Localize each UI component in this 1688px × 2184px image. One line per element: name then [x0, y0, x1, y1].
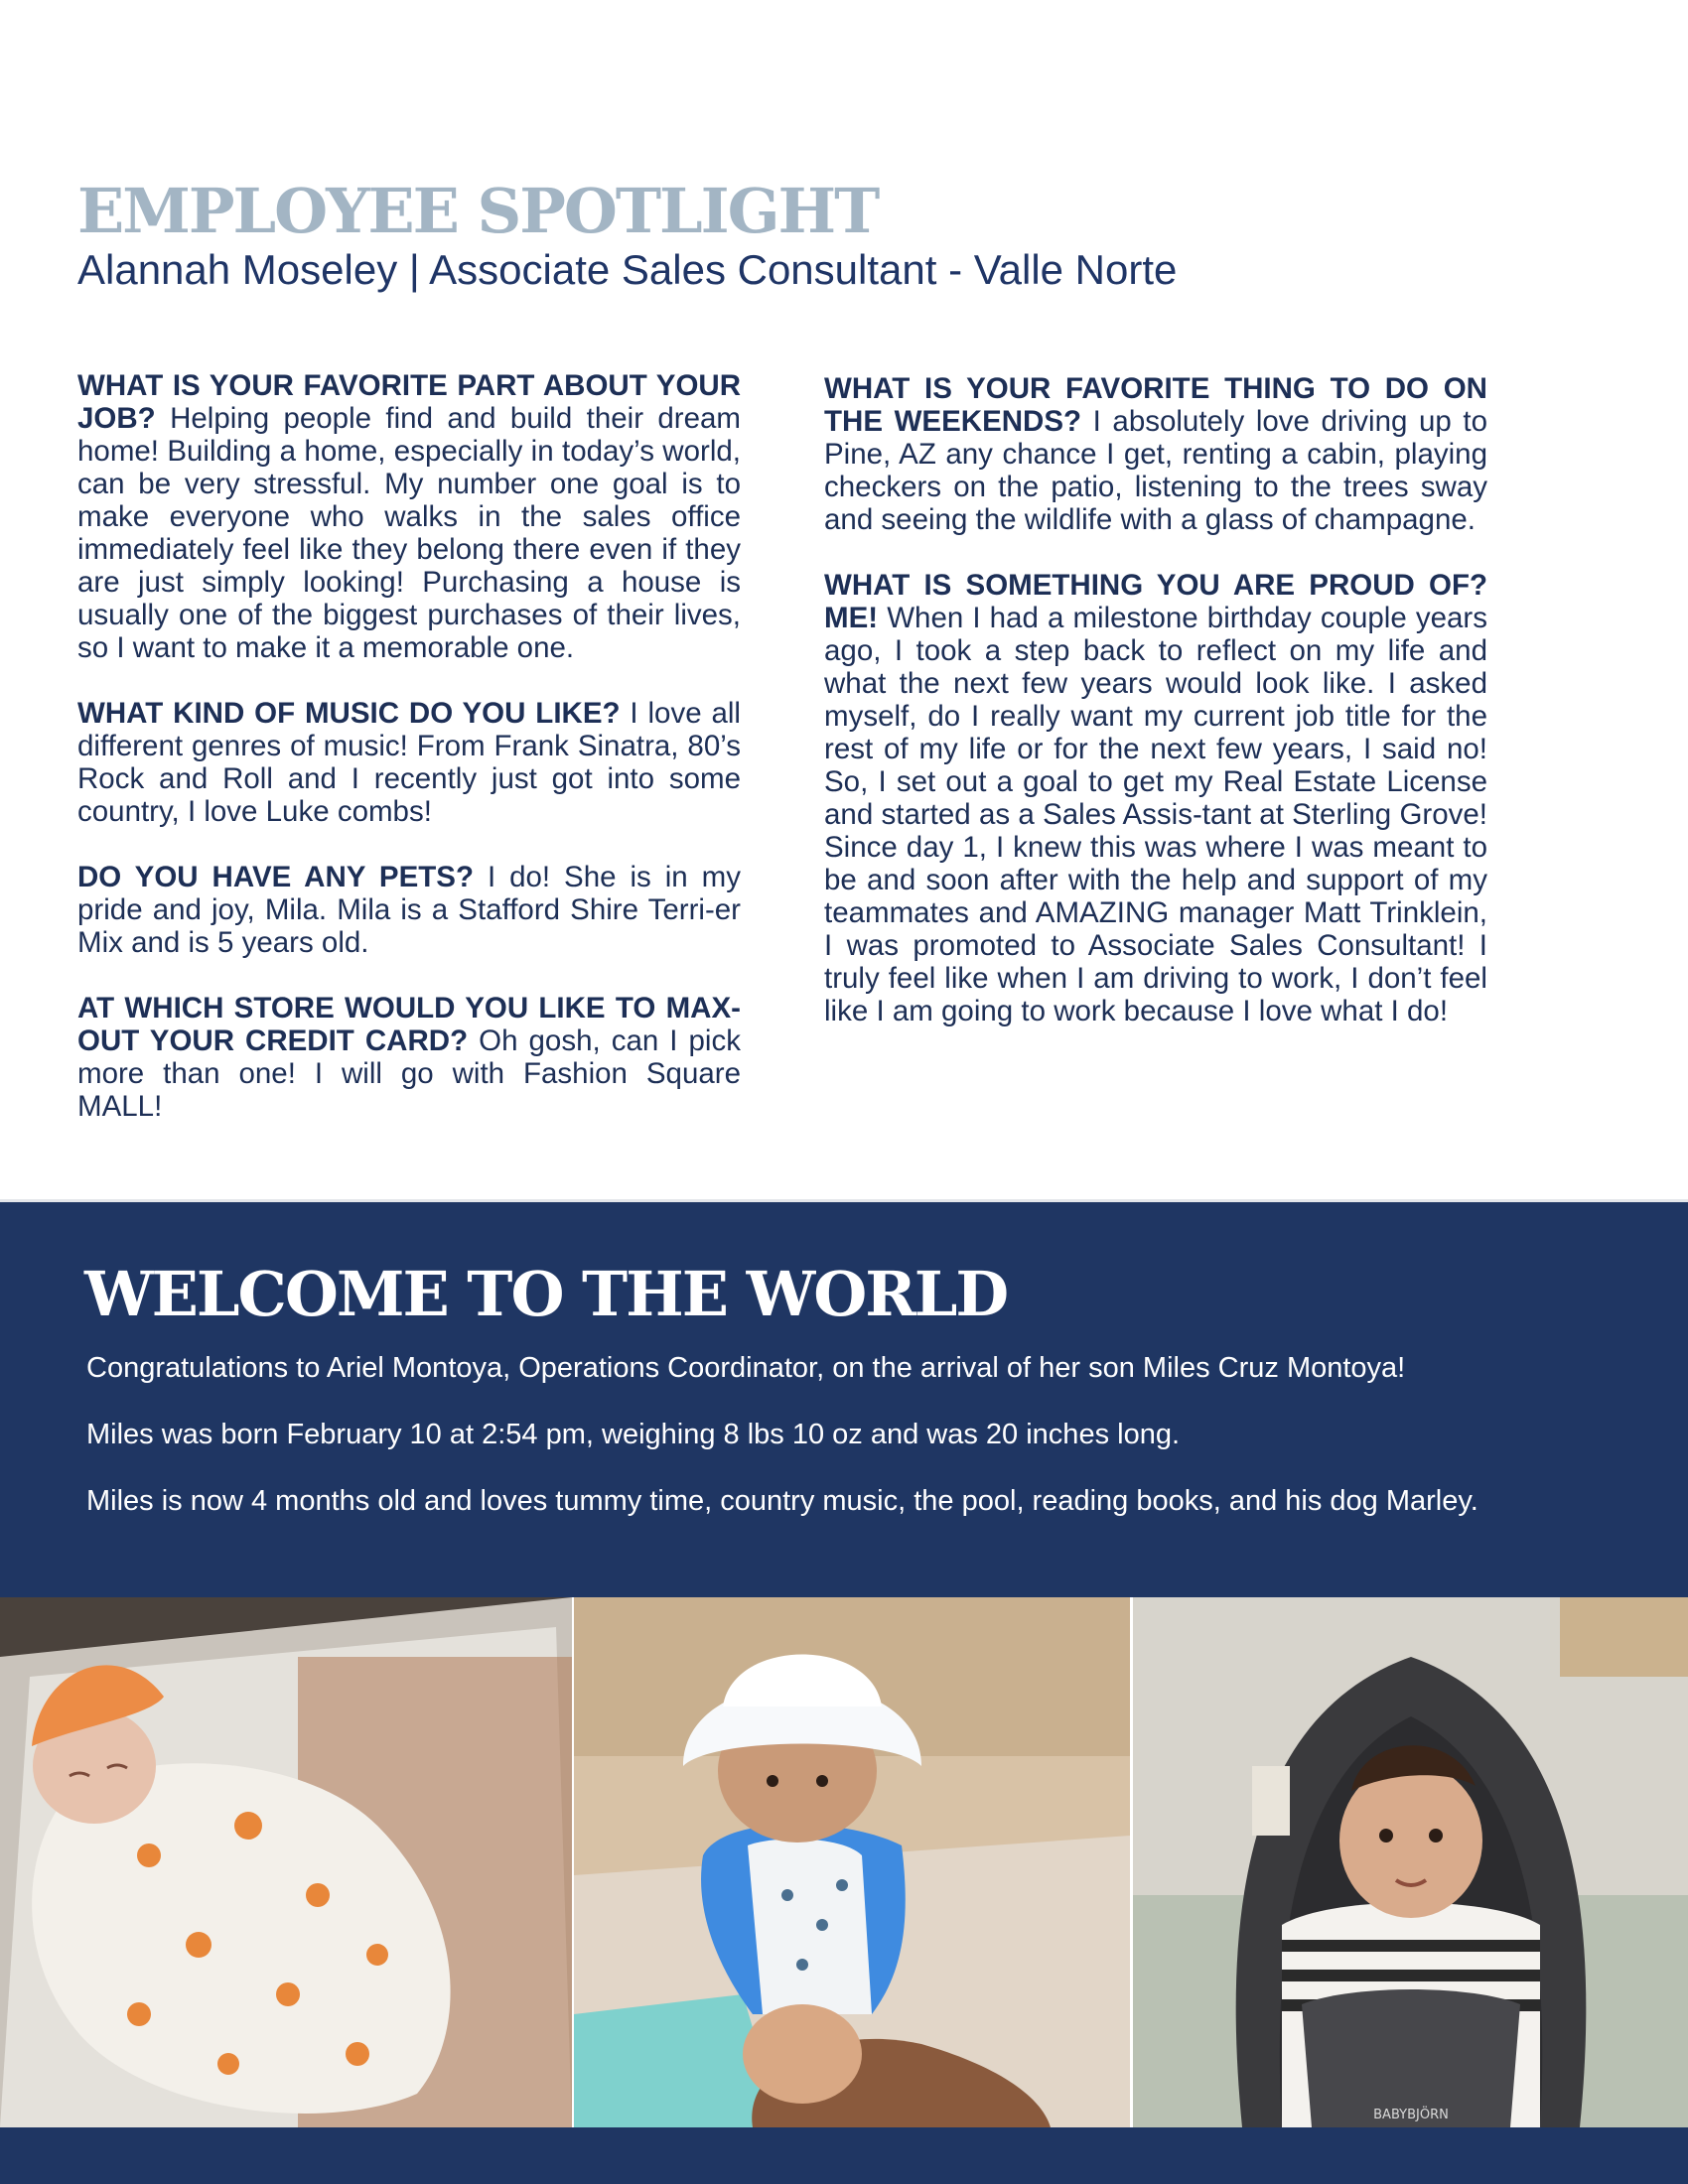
bouncer-baby-illustration [1133, 1597, 1688, 2127]
qa-question: WHAT IS YOUR FAVORITE THING TO DO ON THE WEEKENDS? [824, 372, 1487, 438]
baby-photo-strip [0, 1597, 1688, 2127]
footer-band [0, 2127, 1688, 2184]
newborn-illustration [0, 1597, 572, 2127]
qa-answer: I do! She is in my pride and joy, Mila. Mila is a Stafford Shire Terri-er Mix and is 5 years old. [77, 861, 741, 959]
qa-question: WHAT IS SOMETHING YOU ARE PROUD OF? ME! [824, 569, 1487, 634]
qa-answer: I love all different genres of music! From Frank Sinatra, 80’s Rock and Roll and I recently just got into some country, I love Luke combs! [77, 697, 741, 828]
welcome-section [0, 1202, 1688, 1597]
qa-item [824, 569, 1487, 1027]
qa-answer: Oh gosh, can I pick more than one! I will go with Fashion Square MALL! [77, 1024, 741, 1123]
qa-item [77, 992, 741, 1123]
photo-baby-bucket-hat [574, 1597, 1130, 2127]
photo-baby-bouncer [1133, 1597, 1688, 2127]
qa-question: WHAT IS YOUR FAVORITE PART ABOUT YOUR JOB? [77, 369, 741, 435]
welcome-paragraph: Congratulations to Ariel Montoya, Operations Coordinator, on the arrival of her son Miles Cruz Montoya! [86, 1352, 1406, 1384]
qa-question: DO YOU HAVE ANY PETS? [77, 861, 474, 893]
welcome-heading: WELCOME TO THE WORLD [84, 1258, 1008, 1330]
welcome-paragraph: Miles is now 4 months old and loves tummy time, country music, the pool, reading books, and his dog Marley. [86, 1485, 1478, 1517]
qa-item [77, 697, 741, 828]
qa-question: AT WHICH STORE WOULD YOU LIKE TO MAX-OUT YOUR CREDIT CARD? [77, 992, 741, 1057]
photo-newborn-swaddled [0, 1597, 572, 2127]
qa-answer: I absolutely love driving up to Pine, AZ any chance I get, renting a cabin, playing checkers on the patio, listening to the trees sway and seeing the wildlife with a glass of champagne. [824, 405, 1487, 536]
qa-answer: When I had a milestone birthday couple years ago, I took a step back to reflect on my life and what the next few years would look like. I asked myself, do I really want my current job title for the rest of my life or for the next few years, I said no! So, I set out a goal to get my Real Estate License and started as a Sales Assis-tant at Sterling Grove! Since day 1, I knew this was where I was meant to be and soon after with the help and support of my teammates and AMAZING manager Matt Trinklein, I was promoted to Associate Sales Consultant! I truly feel like when I am driving to work, I don’t feel like I am going to work because I love what I do! [824, 602, 1488, 1027]
qa-column-left [77, 369, 741, 1156]
qa-question: WHAT KIND OF MUSIC DO YOU LIKE? [77, 697, 621, 730]
welcome-paragraph: Miles was born February 10 at 2:54 pm, weighing 8 lbs 10 oz and was 20 inches long. [86, 1419, 1181, 1450]
spotlight-subtitle: Alannah Moseley | Associate Sales Consultant - Valle Norte [77, 246, 1178, 293]
spotlight-heading: EMPLOYEE SPOTLIGHT [77, 175, 879, 247]
qa-answer: Helping people find and build their dream home! Building a home, especially in today’s world, can be very stressful. My number one goal is to make everyone who walks in the sales office immediately feel like they belong there even if they are just simply looking! Purchasing a house is usually one of the biggest purchases of their lives, so I want to make it a memorable one. [77, 402, 741, 664]
bucket-hat-baby-illustration [574, 1597, 1130, 2127]
qa-column-right [824, 372, 1487, 1060]
qa-item [824, 372, 1487, 536]
qa-item [77, 861, 741, 959]
qa-item [77, 369, 741, 664]
bouncer-brand-label: BABYBJÖRN [1373, 2108, 1449, 2122]
